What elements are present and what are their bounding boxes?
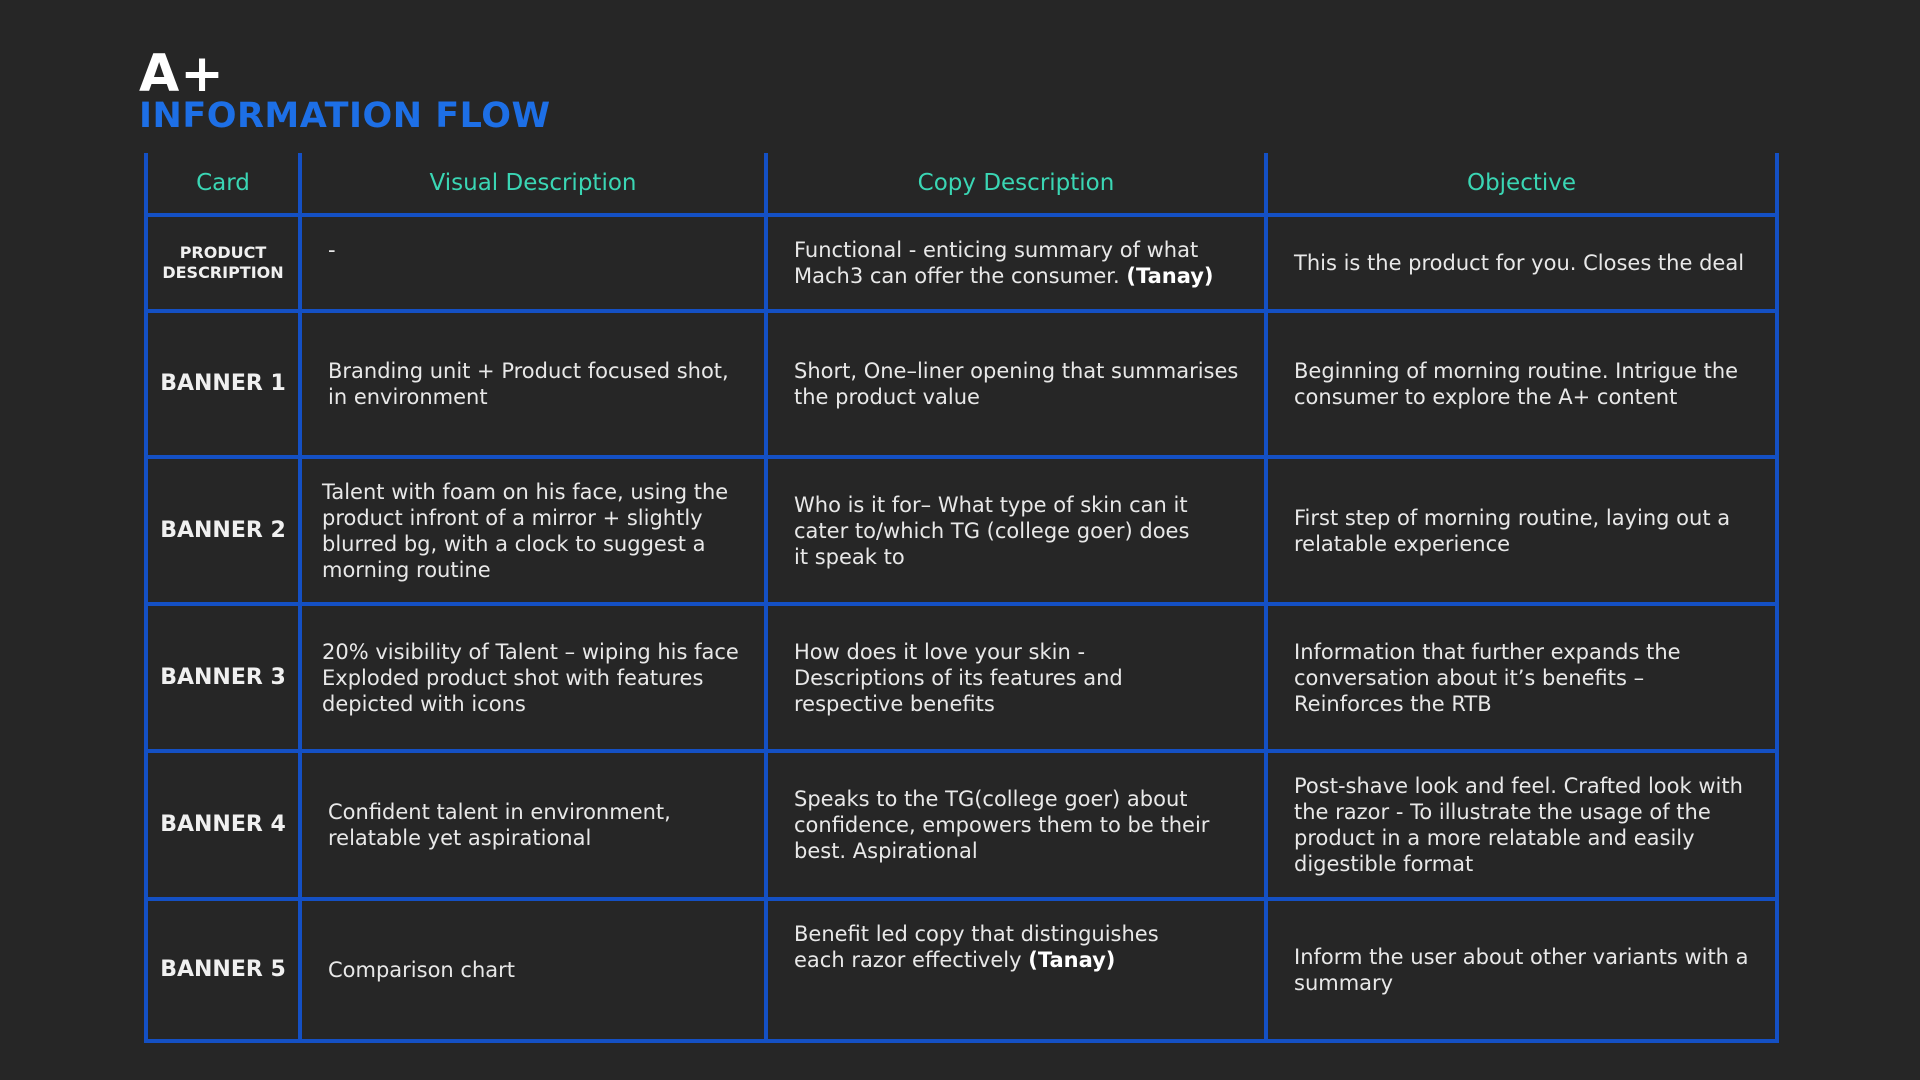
row-objective: Post-shave look and feel. Crafted look with the razor - To illustrate the usage of the product in a more relatable and easily digestible format [1294, 774, 1743, 876]
copy-owner: (Tanay) [1028, 948, 1116, 972]
row-objective: Information that further expands the conversation about it’s benefits – Reinforces the RTB [1294, 639, 1681, 716]
row-visual-description: 20% visibility of Talent – wiping his face Exploded product shot with features depicted with icons [322, 639, 739, 716]
information-flow-table [144, 153, 1779, 1043]
row-card-label: BANNER 4 [160, 812, 286, 837]
row-card-label: BANNER 5 [160, 957, 286, 982]
column-header-visual: Visual Description [429, 170, 637, 196]
copy-text: Functional - enticing summary of what Mach3 can offer the consumer. [794, 238, 1199, 288]
copy-text: Benefit led copy that distinguishes each razor effectively [794, 922, 1159, 972]
row-card-label: BANNER 3 [160, 664, 286, 690]
row-visual-description: Comparison chart [328, 958, 516, 982]
row-copy-description [768, 217, 1264, 309]
column-header-objective: Objective [1466, 170, 1577, 196]
row-visual-description: - [328, 238, 336, 262]
row-copy-description: Speaks to the TG(college goer) about confidence, empowers them to be their best. Aspirational [794, 787, 1210, 863]
row-copy-description: Short, One–liner opening that summarises the product value [794, 359, 1239, 409]
column-header-card: Card [196, 170, 250, 196]
row-copy-description: Who is it for– What type of skin can it cater to/which TG (college goer) does it speak to [794, 492, 1190, 569]
row-objective: First step of morning routine, laying out a relatable experience [1294, 505, 1731, 556]
page-subtitle: INFORMATION FLOW [139, 96, 551, 136]
row-visual-description: Confident talent in environment, relatable yet aspirational [328, 800, 671, 850]
row-card-label: BANNER 1 [160, 371, 286, 396]
row-card-label: BANNER 2 [160, 517, 286, 543]
row-copy-description [768, 901, 1264, 1039]
row-visual-description: Talent with foam on his face, using the product infront of a mirror + slightly blurred bg, with a clock to suggest a morning routine [322, 479, 729, 582]
row-card-label: PRODUCT DESCRIPTION [162, 243, 284, 282]
row-copy-description: How does it love your skin - Descriptions of its features and respective benefits [794, 639, 1123, 716]
row-visual-description: Branding unit + Product focused shot, in environment [328, 359, 729, 409]
page-title: A+ [139, 44, 225, 104]
row-objective: This is the product for you. Closes the deal [1294, 251, 1745, 275]
row-objective: Beginning of morning routine. Intrigue the consumer to explore the A+ content [1294, 359, 1739, 409]
column-header-copy: Copy Description [917, 170, 1115, 196]
copy-owner: (Tanay) [1126, 264, 1214, 288]
row-objective: Inform the user about other variants with a summary [1294, 945, 1749, 995]
